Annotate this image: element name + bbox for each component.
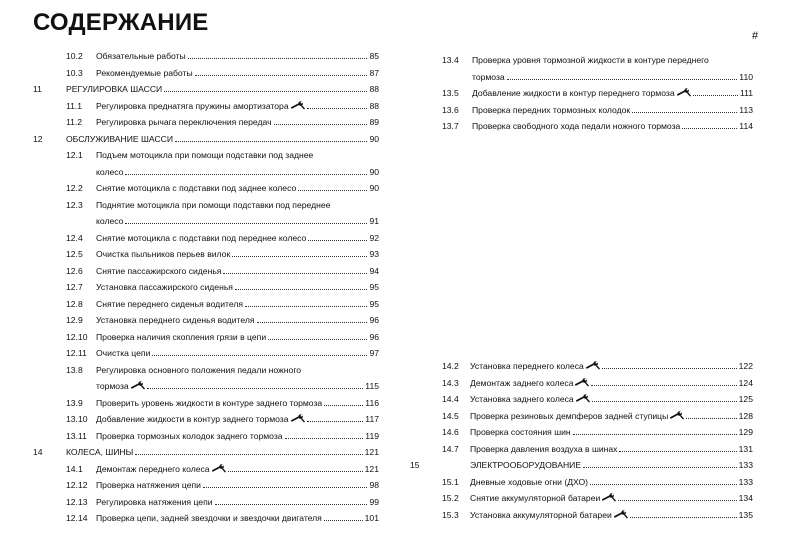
toc-entry-number: 12.12 xyxy=(66,480,88,490)
toc-entry-number: 13.9 xyxy=(66,397,83,408)
toc-entry-title: Очистка пыльников перьев вилок xyxy=(96,249,231,259)
toc-entry-page: 133 xyxy=(738,460,753,470)
wrench-icon-wrap xyxy=(573,375,589,392)
toc-entry-page: 92 xyxy=(369,232,379,243)
toc-entry-page: 89 xyxy=(369,117,379,127)
dot-leader xyxy=(125,174,367,175)
toc-entry-title: колесо xyxy=(96,216,124,226)
dot-leader xyxy=(618,500,736,501)
toc-entry-page: 124 xyxy=(738,377,753,388)
toc-entry-number: 10.2 xyxy=(66,51,83,61)
toc-entry[interactable] xyxy=(0,147,379,180)
toc-entry-title: РЕГУЛИРОВКА ШАССИ xyxy=(66,84,163,94)
toc-entry-page: 88 xyxy=(369,100,379,111)
wrench-icon xyxy=(575,378,589,387)
dot-leader xyxy=(693,95,738,96)
toc-entry-number: 11.1 xyxy=(66,100,83,111)
toc-entry-title: Снятие переднего сиденья водителя xyxy=(96,298,243,309)
toc-entry-number: 12.1 xyxy=(66,150,83,160)
toc-entry-title: Снятие мотоцикла с подставки под переднее колесо xyxy=(96,232,307,243)
toc-entry-number: 14.2 xyxy=(442,361,459,371)
dot-leader xyxy=(235,289,367,290)
toc-entry-page: 131 xyxy=(738,443,753,454)
toc-entry-number: 11 xyxy=(33,84,42,94)
toc-entry-page: 121 xyxy=(364,463,379,474)
toc-entry-title: тормоза xyxy=(96,381,129,391)
wrench-icon-wrap xyxy=(668,408,684,425)
dot-leader xyxy=(592,401,737,402)
dot-leader xyxy=(507,79,738,80)
toc-entry-title: Проверка резиновых демпферов задней ступицы xyxy=(470,410,669,421)
dot-leader xyxy=(632,112,737,113)
toc-entry-title: Регулировка натяжения цепи xyxy=(96,496,213,507)
toc-entry[interactable] xyxy=(0,312,379,329)
toc-entry-page: 116 xyxy=(365,397,379,408)
toc-entry-number: 12.5 xyxy=(66,249,83,259)
dot-leader xyxy=(245,306,367,307)
toc-entry-page: 122 xyxy=(738,361,753,371)
toc-entry-number: 15.3 xyxy=(442,509,459,520)
toc-entry-title: Демонтаж заднего колеса xyxy=(470,377,574,388)
wrench-icon xyxy=(614,510,628,519)
toc-entry-number: 14.4 xyxy=(442,394,459,404)
wrench-icon xyxy=(677,88,691,97)
dot-leader xyxy=(590,484,737,485)
toc-entry[interactable] xyxy=(0,375,753,392)
toc-entry-title: Подъем мотоцикла при помощи подставки под заднее xyxy=(96,150,314,160)
toc-entry-page: 96 xyxy=(369,315,379,325)
toc-entry-number: 14.3 xyxy=(442,377,459,388)
toc-entry[interactable] xyxy=(0,180,379,197)
toc-entry-number: 14.6 xyxy=(442,427,459,437)
dot-leader xyxy=(298,190,367,191)
dot-leader xyxy=(619,451,736,452)
toc-entry-page: 133 xyxy=(738,476,753,487)
toc-entry-title: Проверка натяжения цепи xyxy=(96,480,201,490)
toc-entry[interactable] xyxy=(0,474,753,491)
toc-entry-title: Проверка давления воздуха в шинах xyxy=(470,443,618,454)
toc-entry-title: Регулировка рычага переключения передач xyxy=(96,117,272,127)
wrench-icon-wrap xyxy=(600,490,616,507)
toc-entry[interactable] xyxy=(0,358,753,375)
toc-entry-page: 114 xyxy=(739,121,753,131)
toc-entry-number: 14.5 xyxy=(442,410,459,421)
toc-entry[interactable] xyxy=(0,102,753,119)
toc-entry[interactable] xyxy=(0,85,753,102)
toc-entry-number: 15.2 xyxy=(442,493,459,503)
wrench-icon xyxy=(576,394,590,403)
toc-entry-number: 14.7 xyxy=(442,443,459,454)
wrench-icon-wrap xyxy=(675,85,691,102)
toc-entry-page: 134 xyxy=(738,493,753,503)
toc-entry-page: 117 xyxy=(365,414,379,424)
toc-entry-number: 12.3 xyxy=(66,199,83,210)
toc-entry-number: 11.2 xyxy=(66,117,83,127)
toc-entry-number: 12.6 xyxy=(66,265,83,276)
toc-entry-title: Снятие пассажирского сиденья xyxy=(96,265,222,276)
toc-entry-page: 101 xyxy=(364,513,379,523)
toc-entry-page: 85 xyxy=(369,51,379,61)
toc-entry-title: ЭЛЕКТРООБОРУДОВАНИЕ xyxy=(470,460,582,470)
toc-entry-title: Установка заднего колеса xyxy=(470,394,574,404)
wrench-icon xyxy=(586,361,600,370)
toc-entry-number: 12.10 xyxy=(66,331,88,342)
toc-entry[interactable] xyxy=(0,263,379,280)
toc-entry-title: ОБСЛУЖИВАНИЕ ШАССИ xyxy=(66,133,174,144)
toc-entry-title: Проверка наличия скопления грязи в цепи xyxy=(96,331,267,342)
wrench-icon-wrap xyxy=(574,391,590,408)
toc-entry-title: Проверка тормозных колодок заднего тормоза xyxy=(96,430,283,441)
hash-mark: # xyxy=(752,30,759,42)
dot-leader xyxy=(232,256,367,257)
toc-entry[interactable] xyxy=(0,490,753,507)
toc-entry-page: 97 xyxy=(369,348,379,358)
dot-leader xyxy=(573,434,737,435)
dot-leader xyxy=(602,368,737,369)
toc-entry-title: Установка переднего сиденья водителя xyxy=(96,315,255,325)
toc-entry-title: Снятие мотоцикла с подставки под заднее колесо xyxy=(96,183,297,193)
toc-entry-number: 15.1 xyxy=(442,476,459,487)
toc-entry-number: 12.4 xyxy=(66,232,83,243)
toc-entry[interactable] xyxy=(0,230,379,247)
toc-entry-page: 128 xyxy=(738,410,753,421)
dot-leader xyxy=(682,128,737,129)
toc-entry-title: Рекомендуемые работы xyxy=(96,67,193,78)
dot-leader xyxy=(591,385,736,386)
toc-entry-title: Установка аккумуляторной батареи xyxy=(470,509,612,520)
toc-entry-number: 12.13 xyxy=(66,496,88,507)
toc-entry[interactable] xyxy=(0,246,379,263)
wrench-icon-wrap xyxy=(584,358,600,375)
dot-leader xyxy=(223,273,367,274)
toc-entry[interactable] xyxy=(0,52,753,85)
dot-leader xyxy=(583,467,737,468)
wrench-icon xyxy=(602,493,616,502)
toc-entry-page: 113 xyxy=(739,104,753,115)
toc-entry-page: 88 xyxy=(369,84,379,94)
dot-leader xyxy=(152,355,367,356)
toc-entry-title: Регулировка основного положения педали ножного xyxy=(96,364,302,375)
toc-entry-title: Снятие аккумуляторной батареи xyxy=(470,493,601,503)
toc-entry[interactable] xyxy=(0,441,753,458)
toc-entry-number: 13.10 xyxy=(66,414,88,424)
toc-entry-title: Проверка цепи, задней звездочки и звездочки двигателя xyxy=(96,513,322,523)
toc-entry-page: 115 xyxy=(365,381,379,391)
dot-leader xyxy=(308,240,367,241)
toc-entry-page: 119 xyxy=(365,430,379,441)
toc-entry-number: 12.2 xyxy=(66,183,83,193)
toc-entry-page: 91 xyxy=(369,216,379,226)
toc-entry-number: 14.1 xyxy=(66,463,83,474)
toc-entry-number: 14 xyxy=(33,447,43,457)
toc-entry-title: Обязательные работы xyxy=(96,51,186,61)
toc-entry-number: 13.8 xyxy=(66,364,83,375)
toc-entry-page: 90 xyxy=(369,133,379,144)
toc-entry-page: 110 xyxy=(739,71,753,82)
toc-entry-number: 10.3 xyxy=(66,67,83,78)
toc-entry-title: Проверить уровень жидкости в контуре заднего тормоза xyxy=(96,397,323,408)
toc-entry-number: 12.8 xyxy=(66,298,83,309)
toc-entry-title: Очистка цепи xyxy=(96,348,151,358)
toc-entry-title: Проверка состояния шин xyxy=(470,427,571,437)
toc-entry[interactable] xyxy=(0,391,753,408)
wrench-icon xyxy=(670,411,684,420)
toc-entry-number: 13.4 xyxy=(442,55,459,65)
toc-entry-page: 98 xyxy=(369,480,379,490)
toc-entry-title: Поднятие мотоцикла при помощи подставки под переднее xyxy=(96,199,331,210)
toc-entry-title: Установка пассажирского сиденья xyxy=(96,282,233,292)
wrench-icon-wrap xyxy=(612,507,628,524)
toc-entry-page: 93 xyxy=(369,249,379,259)
toc-entry-title: колесо xyxy=(96,166,124,177)
toc-entry-title: Проверка свободного хода педали ножного тормоза xyxy=(472,121,681,131)
toc-entry-title: Демонтаж переднего колеса xyxy=(96,463,210,474)
toc-entry[interactable] xyxy=(0,424,753,441)
toc-entry-page: 121 xyxy=(364,447,379,457)
toc-entry-title: Регулировка преднатяга пружины амортизатора xyxy=(96,100,289,111)
toc-entry-number: 12.11 xyxy=(66,348,87,358)
toc-entry-title: КОЛЕСА, ШИНЫ xyxy=(66,447,134,457)
dot-leader xyxy=(630,517,737,518)
dot-leader xyxy=(125,223,367,224)
toc-entry-title: Добавление жидкости в контур переднего тормоза xyxy=(472,88,675,98)
toc-entry-number: 12.14 xyxy=(66,513,88,523)
toc-entry-page: 90 xyxy=(369,166,379,177)
toc-entry-page: 111 xyxy=(739,88,753,98)
toc-entry-title: Дневные ходовые огни (ДХО) xyxy=(470,476,589,487)
toc-entry[interactable] xyxy=(0,329,379,346)
toc-entry[interactable] xyxy=(0,279,379,296)
toc-entry-number: 13.11 xyxy=(66,430,87,441)
toc-entry-page: 87 xyxy=(369,67,379,78)
toc-entry[interactable] xyxy=(0,408,753,425)
toc-entry[interactable] xyxy=(0,118,753,135)
toc-entry-number: 12.9 xyxy=(66,315,83,325)
toc-entry-title: Проверка уровня тормозной жидкости в контуре переднего xyxy=(472,55,709,65)
toc-entry-number: 12 xyxy=(33,133,43,144)
toc-entry-page: 129 xyxy=(738,427,753,437)
dot-leader xyxy=(268,339,367,340)
toc-entry-page: 135 xyxy=(738,509,753,520)
toc-entry-page: 90 xyxy=(369,183,379,193)
dot-leader xyxy=(257,322,368,323)
toc-entry[interactable] xyxy=(0,457,753,474)
toc-entry-number: 13.6 xyxy=(442,104,459,115)
toc-entry-title: Установка переднего колеса xyxy=(470,361,584,371)
toc-entry-page: 96 xyxy=(369,331,379,342)
toc-entry-page: 94 xyxy=(369,265,379,276)
toc-entry-page: 125 xyxy=(738,394,753,404)
dot-leader xyxy=(175,141,367,142)
toc-entry[interactable] xyxy=(0,296,379,313)
toc-entry-page: 95 xyxy=(369,298,379,309)
toc-entry-number: 13.5 xyxy=(442,88,459,98)
toc-entry[interactable] xyxy=(0,197,379,230)
toc-entry-title: тормоза xyxy=(472,71,505,82)
toc-entry-title: Добавление жидкости в контур заднего тормоза xyxy=(96,414,289,424)
toc-entry-number: 13.7 xyxy=(442,121,459,131)
toc-entry[interactable] xyxy=(0,507,753,524)
toc-entry-number: 12.7 xyxy=(66,282,83,292)
toc-entry-page: 95 xyxy=(369,282,379,292)
toc-entry-title: Проверка передних тормозных колодок xyxy=(472,104,631,115)
page-title: СОДЕРЖАНИЕ xyxy=(33,9,209,36)
toc-entry-page: 99 xyxy=(369,496,379,507)
toc-entry-number: 15 xyxy=(410,460,420,470)
dot-leader xyxy=(686,418,736,419)
